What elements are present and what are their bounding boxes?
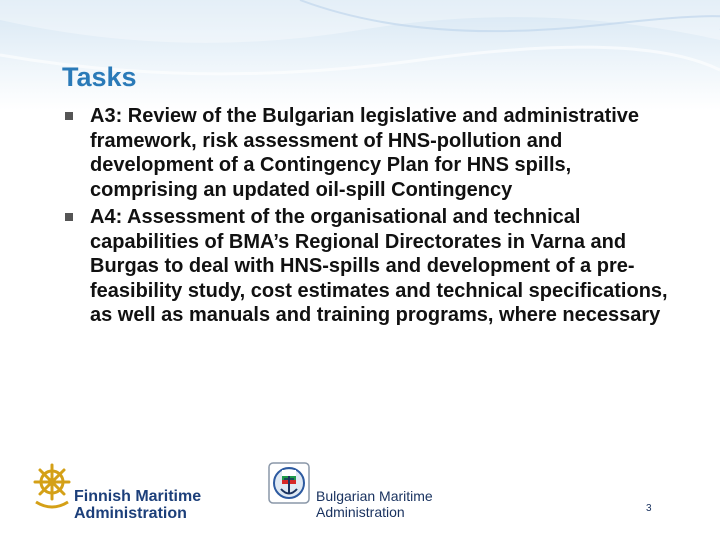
bullet-item-a4 xyxy=(62,205,672,328)
task-list xyxy=(62,104,672,331)
square-bullet-icon xyxy=(65,112,73,120)
square-bullet-icon xyxy=(65,213,73,221)
page-number: 3 xyxy=(646,503,652,514)
fma-name-line2: Administration xyxy=(74,505,187,522)
bullet-text: A3: Review of the Bulgarian legislative and administrative framework, risk assessment of HNS-pollution and development of a Contingency Plan for HNS spills, comprising an updated oil-spill Contingency xyxy=(90,105,640,201)
anchor-emblem-icon xyxy=(268,462,310,504)
bulgarian-maritime-logo-text xyxy=(316,488,433,520)
bma-name-line1: Bulgarian Maritime xyxy=(316,488,433,504)
wave-decoration xyxy=(0,0,720,110)
bma-name-line2: Administration xyxy=(316,504,405,520)
header-band xyxy=(0,0,720,110)
bullet-text: A4: Assessment of the organisational and technical capabilities of BMA’s Regional Directorates in Varna and Burgas to deal with HNS-spills and development of a pre-feasibility study, cost estimates and technical specifications, as well as manuals and training programs, where necessary xyxy=(90,206,668,326)
bullet-item-a3 xyxy=(62,104,672,202)
fma-name-line1: Finnish Maritime xyxy=(74,488,202,505)
finnish-maritime-logo xyxy=(30,462,230,528)
slide-title: Tasks xyxy=(62,62,137,92)
ship-wheel-icon xyxy=(30,462,74,510)
